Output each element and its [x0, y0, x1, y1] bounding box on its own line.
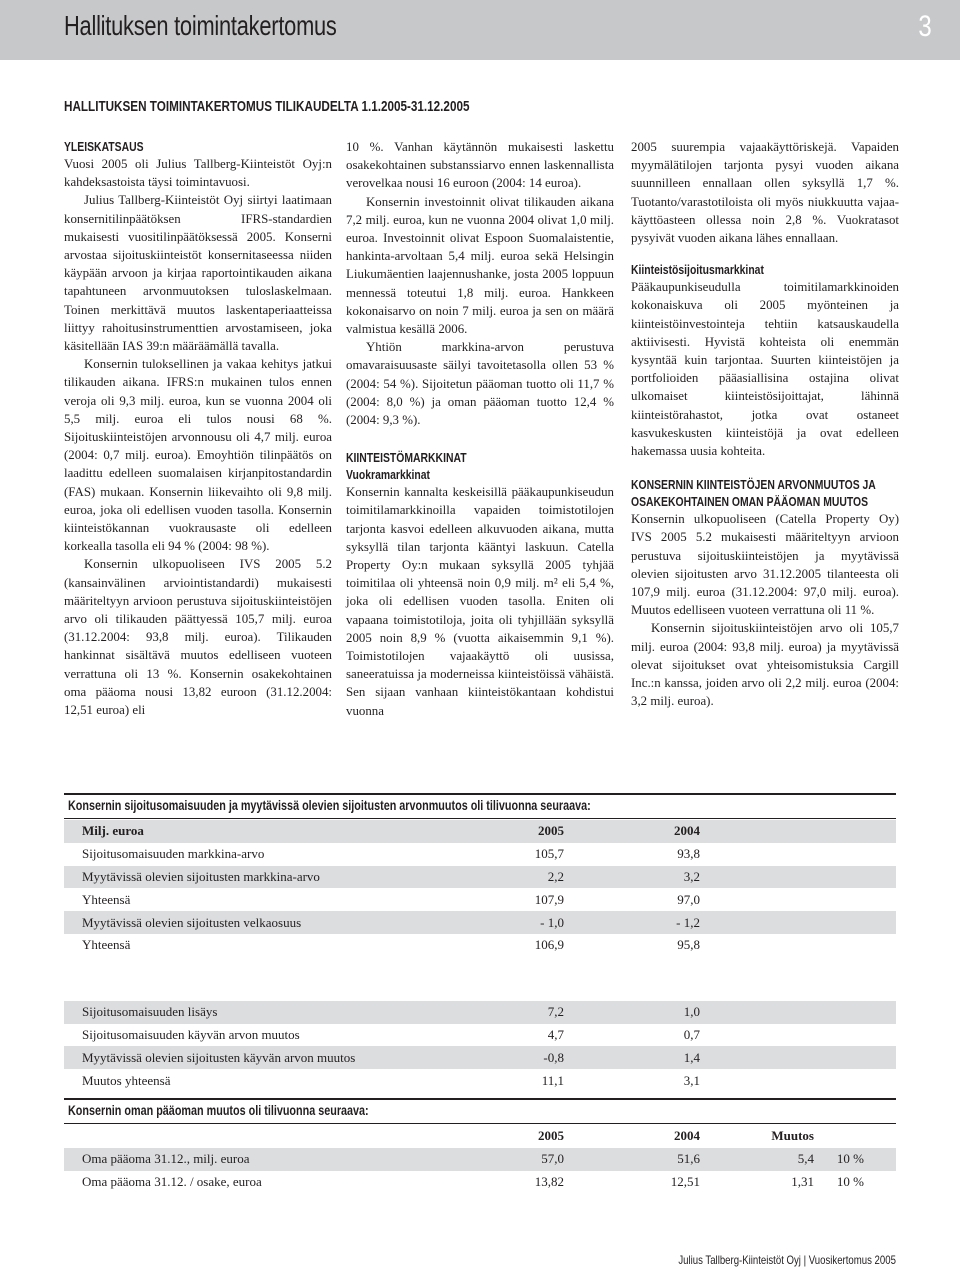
paragraph: Konsernin ulkopuoliseen IVS 2005 5.2 (kansainvälinen arviointistandardi) mukaisesti määriteltyyn arvioon perustuva sijoituskiinteistöjen arvo oli tilikauden päättyessä 105,7 milj. euroa (31.12.2004: 93,8 milj. euroa). Tilikauden hankinnat sisältävä muutos edelliseen vuoteen verrattuna oli 13 %. Konsernin osakekohtainen oma pääoma nousi 13,82 euroon (31.12.2004: 12,51 euroa) eli — [64, 557, 332, 718]
table-row — [64, 1024, 896, 1047]
table1-top-rule — [64, 793, 896, 795]
table-cell-label: Yhteensä — [82, 937, 131, 953]
table-cell-value: - 1,2 — [564, 911, 700, 934]
table-row — [64, 888, 896, 911]
section-heading-value-change-line2: OSAKEKOHTAINEN OMAN PÄÄOMAN MUUTOS — [631, 494, 869, 510]
table-cell-value: 10 % — [836, 1173, 864, 1189]
table2-title-rule — [64, 1123, 896, 1124]
table-header-cell: 2004 — [564, 820, 700, 843]
paragraph: Konsernin kannalta keskeisillä pääkaupunkiseudun toimitilamarkkinoilla vapaiden toimistotilojen tarjonta kasvoi edelleen alkuvuoden aikana, mutta syksyllä tilan tarjonta kääntyi laskuun. Catella Property Oy:n mukaan syksyllä 2005 tyhjää toimitilaa oli yhteensä noin 0,9 milj. m² eli 5,4 %, joka oli edellisen vuoden tasolla. Eniten oli vapaana toimistotiloja, joita oli tyhjillään syksyllä 2005 noin 8,9 % (vuotta aikaisemmin 9,1 %). Toimistotilojen vajaakäyttö oli uusissa, saneeratuissa ja moderneissa kiinteistöissä vähäistä. Sen sijaan vanhaan kiinteistökantaan kohdistui vuonna — [346, 485, 614, 718]
table-header-cell: 2005 — [444, 820, 564, 843]
paragraph: Konsernin investoinnit olivat tilikauden aikana 7,2 milj. euroa, kun ne vuonna 2004 olivat 1,0 milj. euroa. Investoinnit olivat Espoon Suomalaistentie, hankinta-arvoltaan 5,4 milj. euroa sekä Helsingin Liukumäentien laajennushanke, josta 2005 loppuun mennessä toteutui 1,8 milj. euroa. Hankkeen kokonaisarvo on noin 7 milj. euroa ja sen on määrä valmistua kesällä 2006. — [346, 194, 614, 337]
paragraph: Konsernin tuloksellinen ja vakaa kehitys jatkui tilikauden aikana. IFRS:n mukainen tulos ennen veroja oli 9,3 milj. euroa, kun se vuonna 2004 oli 5,5 milj. euroa eli tulos nousi 68 %. Sijoituskiinteistöjen arvonnousu oli 4,7 milj. euroa (2004: 0,7 milj. euroa). Emoyhtiön tilinpäätös on laadittu edelleen suomalaisen kirjanpitostandardin (FAS) mukaan. Konsernin liikevaihto oli 9,8 milj. euroa, joka oli edellisen vuoden tasolla. Konsernin kiinteistökannan vuokrausaste oli edelleen korkealla tasolla eli 94 % (2004: 98 %). — [64, 357, 332, 554]
table-cell-label: Oma pääoma 31.12. / osake, euroa — [82, 1173, 262, 1189]
page-number: 3 — [918, 10, 932, 43]
table-spacer-row — [64, 957, 896, 979]
investment-value-table — [64, 820, 896, 1092]
table-cell-value: 4,7 — [547, 1026, 564, 1042]
text-column-3 — [631, 138, 899, 710]
table-cell-value: 95,8 — [677, 937, 700, 953]
table-cell-label: Myytävissä olevien sijoitusten käyvän arvon muutos — [64, 1046, 444, 1069]
section-heading-value-change-line1: KONSERNIN KIINTEISTÖJEN ARVONMUUTOS JA — [631, 477, 876, 493]
table-cell-value: 3,2 — [564, 866, 700, 889]
table-cell-value: 107,9 — [534, 891, 564, 907]
table-cell-value: 5,4 — [700, 1148, 814, 1171]
table1-title: Konsernin sijoitusomaisuuden ja myytävissä olevien sijoitusten arvonmuutos oli tilivuonna seuraava: — [68, 798, 591, 813]
page-title: Hallituksen toimintakertomus — [64, 10, 337, 41]
subsection-heading-rental-market: Vuokramarkkinat — [346, 467, 431, 483]
section-heading-real-estate-market: KIINTEISTÖMARKKINAT — [346, 450, 467, 466]
table-cell-label: Myytävissä olevien sijoitusten markkina-arvo — [64, 866, 444, 889]
paragraph: Vuosi 2005 oli Julius Tallberg-Kiinteistöt Oyj:n kahdeksastoista täysi toimintavuosi. — [64, 157, 332, 190]
table-header-row — [64, 1125, 896, 1148]
table-cell-value: 0,7 — [683, 1026, 700, 1042]
text-column-2 — [346, 138, 614, 720]
table-cell-value: 2,2 — [444, 866, 564, 889]
table-cell-label: Sijoitusomaisuuden käyvän arvon muutos — [82, 1026, 300, 1042]
table-cell-label: Oma pääoma 31.12., milj. euroa — [64, 1148, 444, 1171]
table-header-row — [64, 820, 896, 843]
table-cell-value: 57,0 — [444, 1148, 564, 1171]
table-cell-value: 7,2 — [444, 1001, 564, 1024]
table-spacer-row — [64, 979, 896, 1001]
paragraph: Yhtiön markkina-arvon perustuva omavaraisuusaste säilyi tavoitetasolla ollen 53 % (2004: 54 %). Sijoitetun pääoman tuotto oli 11,7 % (2004: 8,0 %) ja oman pääoman tuotto 12,4 % (2004: 9,3 %). — [346, 340, 614, 428]
table-cell-value: 97,0 — [677, 891, 700, 907]
table-row — [64, 1046, 896, 1069]
table-cell-label: Sijoitusomaisuuden markkina-arvo — [82, 846, 265, 862]
table-cell-label: Sijoitusomaisuuden lisäys — [64, 1001, 444, 1024]
table-cell-value: 13,82 — [534, 1173, 564, 1189]
text-column-1 — [64, 138, 332, 719]
table-cell-value: -0,8 — [444, 1046, 564, 1069]
table-cell-value: 11,1 — [541, 1072, 564, 1088]
paragraph: Julius Tallberg-Kiinteistöt Oyj siirtyi laatimaan konsernitilinpäätöksen IFRS-standardien mukaisesti vuositilinpäätöksessä 2005. Konserni arvostaa sijoituskiinteistöt konsernitaseessa niiden käypään arvoon ja kirjaa raportointikauden aikana tapahtuneen arvonmuutoksen tuloslaskelmaan. Toinen merkittävä muutos laskentaperiaatteissa liittyy rahoitusinstrumenttien arvostamiseen, joka käsitellään IAS 39:n määräämällä tavalla. — [64, 193, 332, 354]
table-cell-value: 93,8 — [677, 846, 700, 862]
table-row — [64, 1148, 896, 1171]
table-cell-value: - 1,0 — [444, 911, 564, 934]
header-bar — [0, 0, 960, 60]
paragraph: Konsernin sijoituskiinteistöjen arvo oli 105,7 milj. euroa (2004: 93,8 milj. euroa) ja myytävissä olevat sijoitukset ovat yhteisomistuksia Cargill Inc.:n kanssa, joiden arvo oli 2,2 milj. euroa (2004: 3,2 milj. euroa). — [631, 621, 899, 709]
table-cell-value: 106,9 — [534, 937, 564, 953]
table-cell-label: Myytävissä olevien sijoitusten velkaosuus — [64, 911, 444, 934]
table-cell-value: 1,0 — [564, 1001, 700, 1024]
table-row — [64, 1069, 896, 1092]
table-row — [64, 934, 896, 957]
table-row — [64, 1171, 896, 1194]
table-cell-value: 105,7 — [534, 846, 564, 862]
table-row — [64, 911, 896, 934]
footer: Julius Tallberg-Kiinteistöt Oyj | Vuosikertomus 2005 — [678, 1253, 896, 1267]
table-header-cell: Muutos — [771, 1128, 814, 1144]
report-heading: HALLITUKSEN TOIMINTAKERTOMUS TILIKAUDELTA 1.1.2005-31.12.2005 — [64, 98, 470, 115]
table-cell-value: 3,1 — [683, 1072, 700, 1088]
equity-change-table — [64, 1125, 896, 1193]
table-cell-label: Muutos yhteensä — [82, 1072, 171, 1088]
table-cell-value: 12,51 — [670, 1173, 700, 1189]
table-header-cell: Milj. euroa — [64, 820, 444, 843]
table-header-cell: 2004 — [674, 1128, 700, 1144]
table2-top-rule — [64, 1098, 896, 1100]
paragraph: Konsernin ulkopuoliseen (Catella Property Oy) IVS 2005 5.2 mukaisesti määriteltyyn arvioon perustuva sijoituskiinteistöjen ja myytävissä olevien sijoitusten arvo 31.12.2005 tilanteesta oli 107,9 milj. euroa (31.12.2004: 97,0 milj. euroa). Muutos edelliseen vuoteen verrattuna oli 11 %. — [631, 512, 899, 618]
table-row — [64, 1001, 896, 1024]
table-cell-value: 1,31 — [791, 1173, 814, 1189]
table-row — [64, 843, 896, 866]
subsection-heading-investment-market: Kiinteistösijoitusmarkkinat — [631, 262, 764, 278]
table-row — [64, 866, 896, 889]
table-cell-value: 1,4 — [564, 1046, 700, 1069]
section-heading-overview: YLEISKATSAUS — [64, 139, 144, 154]
table2-title: Konsernin oman pääoman muutos oli tilivuonna seuraava: — [68, 1103, 369, 1118]
table-cell-label: Yhteensä — [82, 891, 131, 907]
table-cell-value: 51,6 — [564, 1148, 700, 1171]
table1-title-rule — [64, 818, 896, 819]
paragraph: Pääkaupunkiseudulla toimitilamarkkinoiden kokonaiskuva oli 2005 myönteinen ja kiinteistöinvestointeja tehtiin katsauskaudella aktiivisesti. Hyvistä kohteista oli enemmän kysyntää kuin tarjontaa. Suurten kiinteistöjen ja portfolioiden pääasiallisina ostajina olivat ulkomaiset kiinteistösijoittajat, lähinnä kiinteistörahastot, jotka ovat ostaneet kasvukeskusten kiinteistöjä ja ovat edelleen hakemassa uusia kohteita. — [631, 280, 899, 459]
table-header-cell: 2005 — [538, 1128, 564, 1144]
table-cell-value: 10 % — [814, 1148, 896, 1171]
paragraph: 2005 suurempia vajaakäyttöriskejä. Vapaiden myymälätilojen tarjonta pysyi vuoden aikana suunnilleen ennallaan ollen syksyllä 1,7 %. Tuotanto/varastotiloista oli myös niukkuutta vajaa-käyttöasteen ollessa noin 2,8 %. Vuokratasot pysyivät vuoden aikana lähes ennallaan. — [631, 140, 899, 246]
paragraph: 10 %. Vanhan käytännön mukaisesti laskettu osakekohtainen substanssiarvo ennen laskennallista verovelkaa nousi 16 euroon (2004: 14 euroa). — [346, 140, 614, 191]
